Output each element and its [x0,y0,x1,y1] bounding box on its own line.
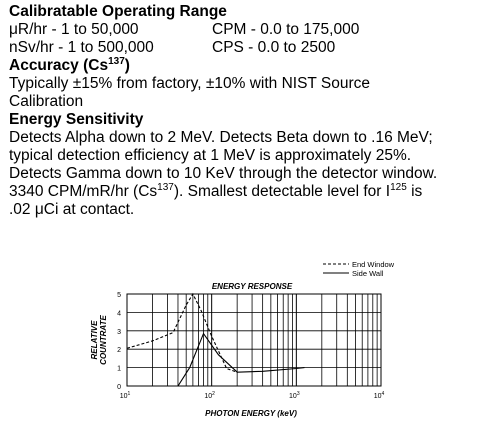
plot-frame [127,294,381,386]
range-right-2: CPS - 0.0 to 2500 [212,39,336,56]
energy-line-4a: 3340 CPM/mR/hr (Cs [9,183,158,200]
y-axis-label: RELATIVECOUNTRATE [90,315,108,365]
y-tick-label: 3 [117,328,121,336]
x-tick-label: $10^2$ [204,391,215,400]
accuracy-heading-sup: 137 [108,55,125,67]
y-tick-label: 4 [117,310,121,318]
accuracy-heading-close: ) [124,57,130,74]
legend-label: Side Wall [352,269,384,278]
range-right-1: CPM - 0.0 to 175,000 [212,21,360,38]
x-axis-label: PHOTON ENERGY (keV) [205,409,297,418]
x-tick-label: $10^3$ [289,391,300,400]
series-line-side-wall [178,334,305,386]
energy-line-2: typical detection efficiency at 1 MeV is approximately 25%. [9,147,412,164]
energy-line-4c: is [406,183,423,200]
energy-line-5: .02 μCi at contact. [9,201,135,218]
y-tick-label: 5 [117,292,121,299]
series-line-end-window [127,294,237,372]
range-left-1: μR/hr - 1 to 50,000 [9,21,139,38]
energy-line-4b: ). Smallest detectable level for I [173,183,391,200]
accuracy-heading-text: Accuracy (Cs [9,57,109,74]
y-tick-label: 0 [117,384,121,391]
range-heading: Calibratable Operating Range [9,3,227,20]
legend-label: End Window [352,260,395,269]
y-tick-label: 1 [117,365,121,373]
accuracy-line-2: Calibration [9,93,84,110]
y-tick-label: 2 [117,347,121,355]
accuracy-line-1: Typically ±15% from factory, ±10% with NIST Source [9,75,371,92]
energy-line-3: Detects Gamma down to 10 KeV through the detector window. [9,165,438,182]
energy-line-1: Detects Alpha down to 2 MeV. Detects Beta down to .16 MeV; [9,129,433,146]
energy-line-4-sup2: 125 [390,181,407,193]
energy-heading: Energy Sensitivity [9,111,144,128]
x-tick-label: $10^1$ [119,391,131,400]
x-tick-label: $10^4$ [373,391,385,400]
range-left-2: nSv/hr - 1 to 500,000 [9,39,154,56]
energy-line-4-sup1: 137 [157,181,174,193]
chart-title: ENERGY RESPONSE [211,282,293,291]
